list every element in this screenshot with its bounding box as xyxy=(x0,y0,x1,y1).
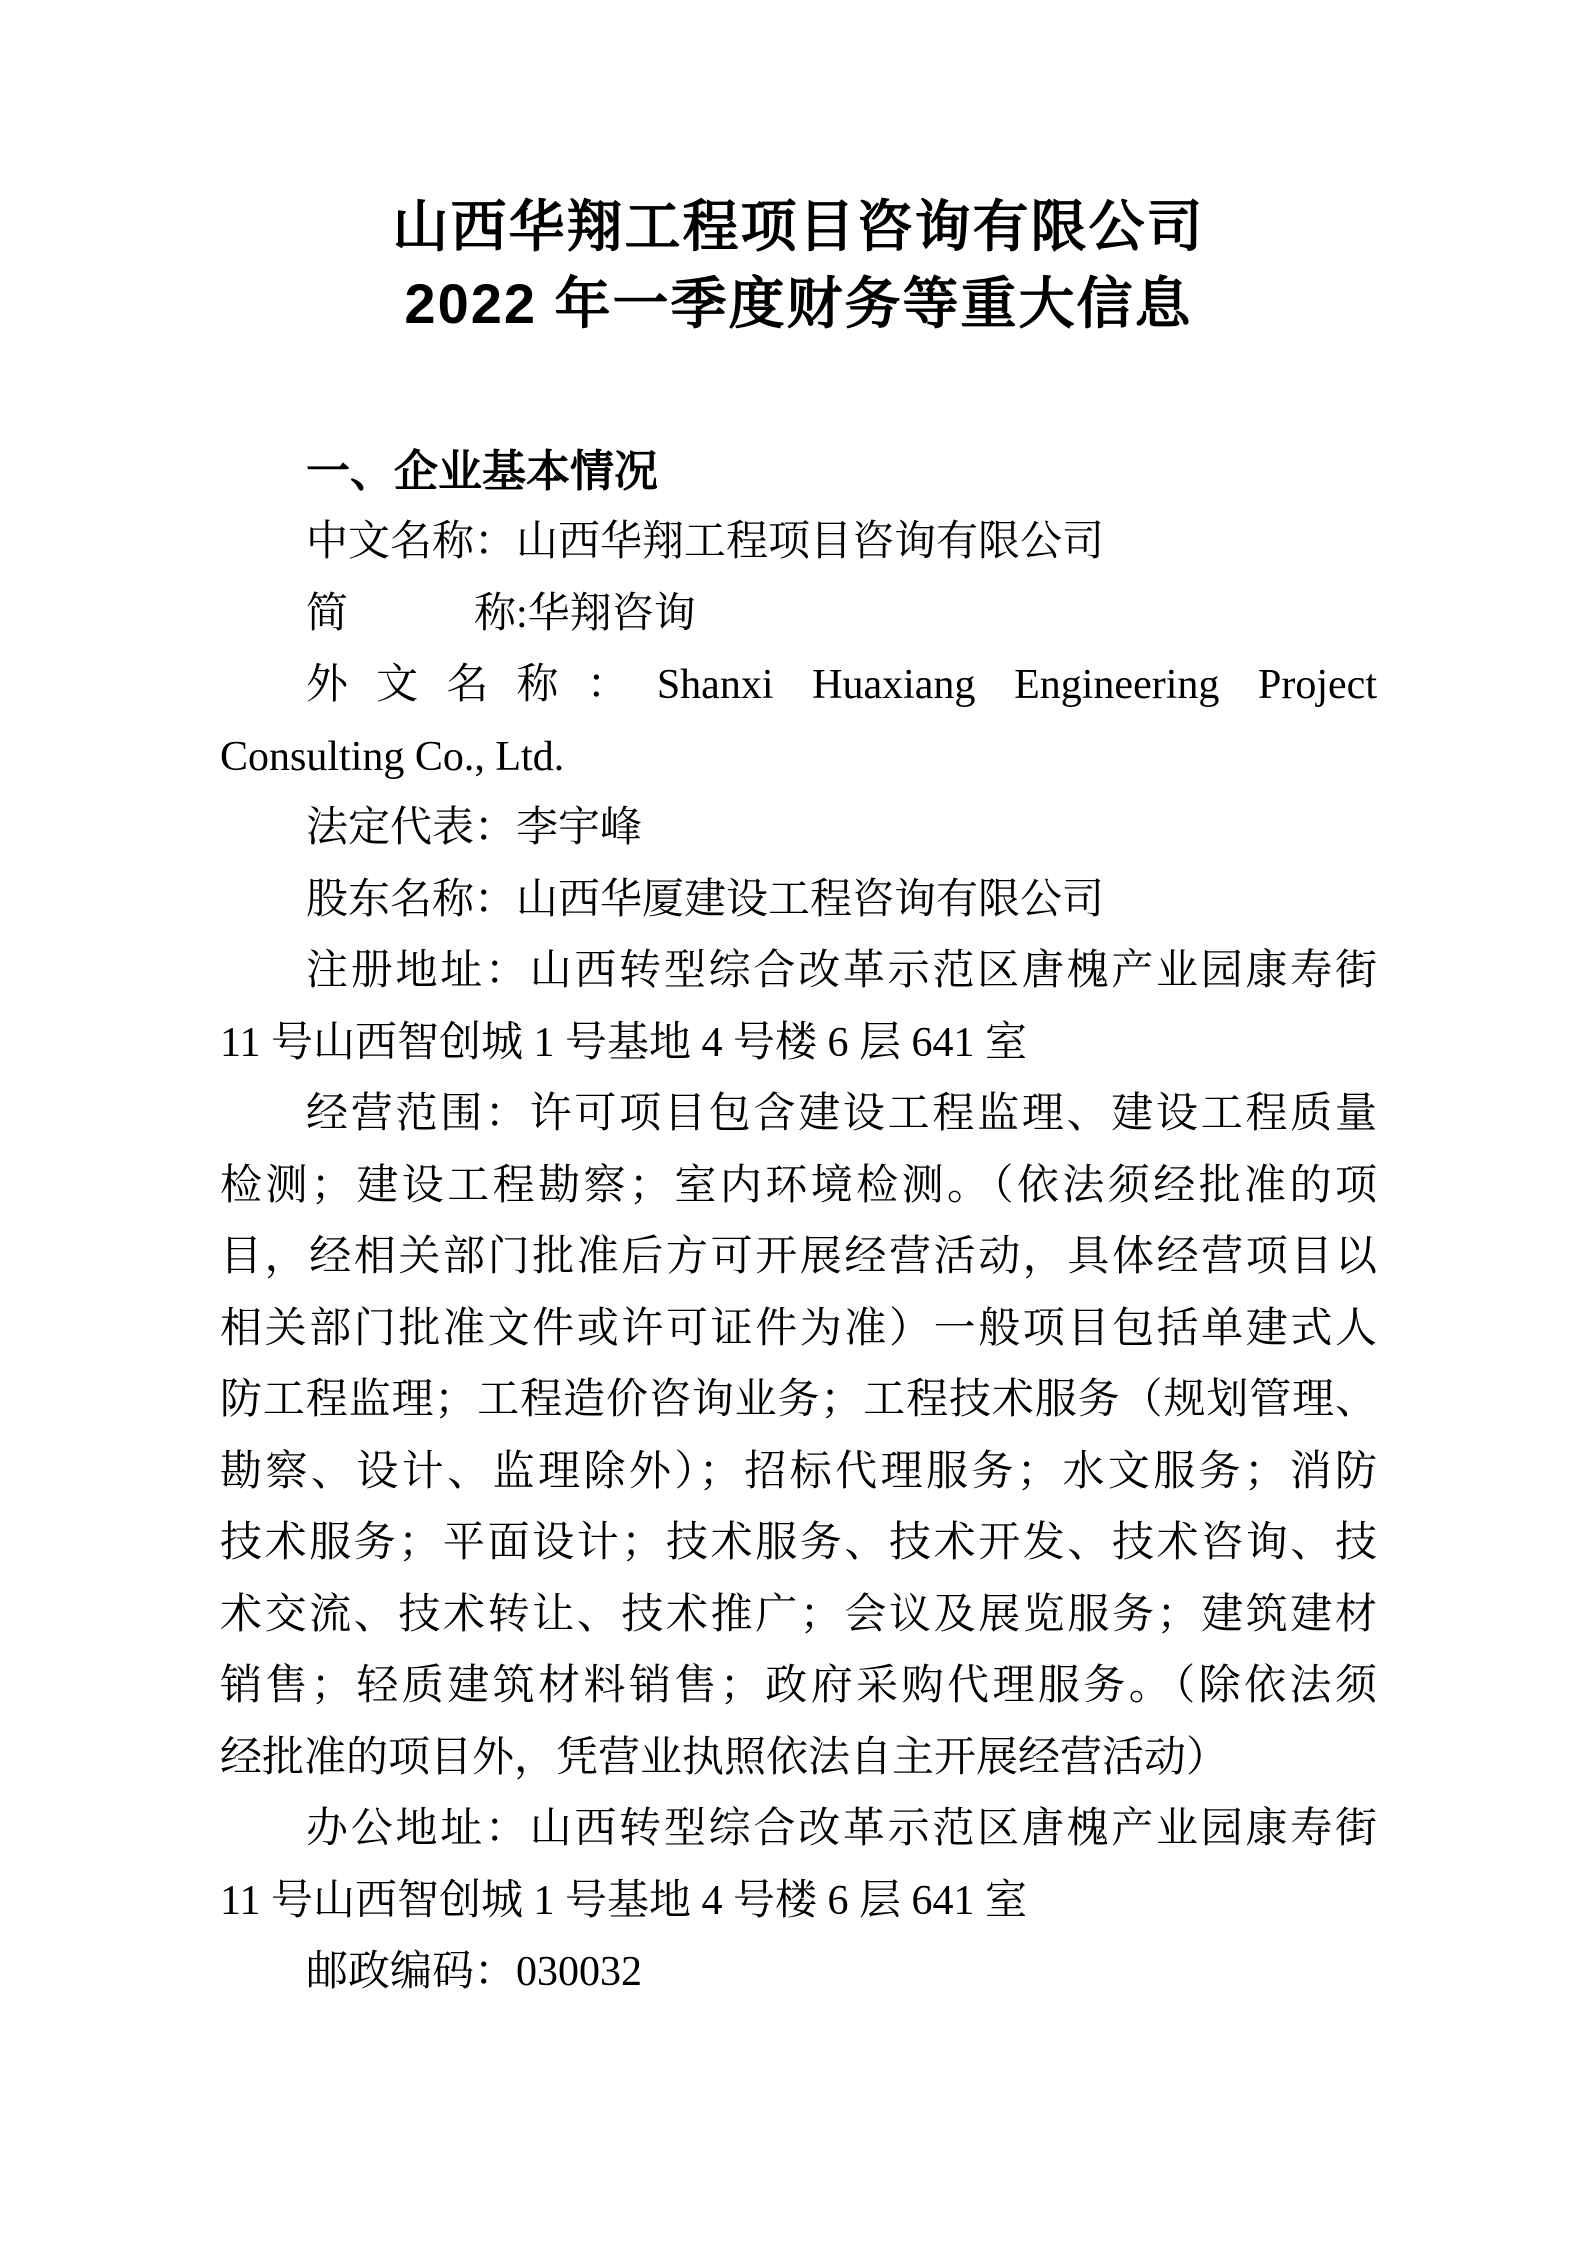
document-body xyxy=(220,507,1377,2009)
document-title-line1: 山西华翔工程项目咨询有限公司 xyxy=(392,195,1205,258)
body-line: 检测；建设工程勘察；室内环境检测。（依法须经批准的项 xyxy=(220,1162,1377,1209)
body-line: 办公地址：山西转型综合改革示范区唐槐产业园康寿街 xyxy=(306,1806,1377,1852)
body-line: 目，经相关部门批准后方可开展经营活动，具体经营项目以 xyxy=(220,1234,1377,1280)
document-title-line2: 2022 年一季度财务等重大信息 xyxy=(404,272,1193,335)
section-heading: 一、企业基本情况 xyxy=(306,447,658,496)
body-line: 相关部门批准文件或许可证件为准）一般项目包括单建式人 xyxy=(220,1305,1377,1352)
body-line: 简 称:华翔咨询 xyxy=(306,590,696,637)
body-line: 注册地址：山西转型综合改革示范区唐槐产业园康寿街 xyxy=(306,948,1377,994)
body-line: 11 号山西智创城 1 号基地 4 号楼 6 层 641 室 xyxy=(220,1019,1027,1066)
body-line: 销售；轻质建筑材料销售；政府采购代理服务。（除依法须 xyxy=(220,1663,1377,1709)
body-line: 经批准的项目外，凭营业执照依法自主开展经营活动） xyxy=(220,1734,1229,1781)
body-line: 技术服务；平面设计；技术服务、技术开发、技术咨询、技 xyxy=(220,1520,1377,1566)
body-line: 股东名称：山西华厦建设工程咨询有限公司 xyxy=(306,876,1105,923)
body-line: 术交流、技术转让、技术推广；会议及展览服务；建筑建材 xyxy=(220,1591,1377,1638)
body-line: 勘察、设计、监理除外）；招标代理服务；水文服务；消防 xyxy=(220,1448,1377,1495)
body-line: 中文名称：山西华翔工程项目咨询有限公司 xyxy=(306,519,1105,565)
body-line: 法定代表：李宇峰 xyxy=(306,805,643,851)
body-line: 经营范围：许可项目包含建设工程监理、建设工程质量 xyxy=(306,1091,1377,1137)
body-line: 11 号山西智创城 1 号基地 4 号楼 6 层 641 室 xyxy=(220,1877,1027,1924)
body-line: 防工程监理；工程造价咨询业务；工程技术服务（规划管理、 xyxy=(220,1377,1377,1423)
document-content xyxy=(220,0,1377,2009)
body-line: 邮政编码：030032 xyxy=(306,1949,643,1995)
body-line: 外文名称：Shanxi Huaxiang Engineering Project xyxy=(306,662,1377,708)
body-line: Consulting Co., Ltd. xyxy=(220,733,565,780)
document-title xyxy=(220,0,1377,342)
